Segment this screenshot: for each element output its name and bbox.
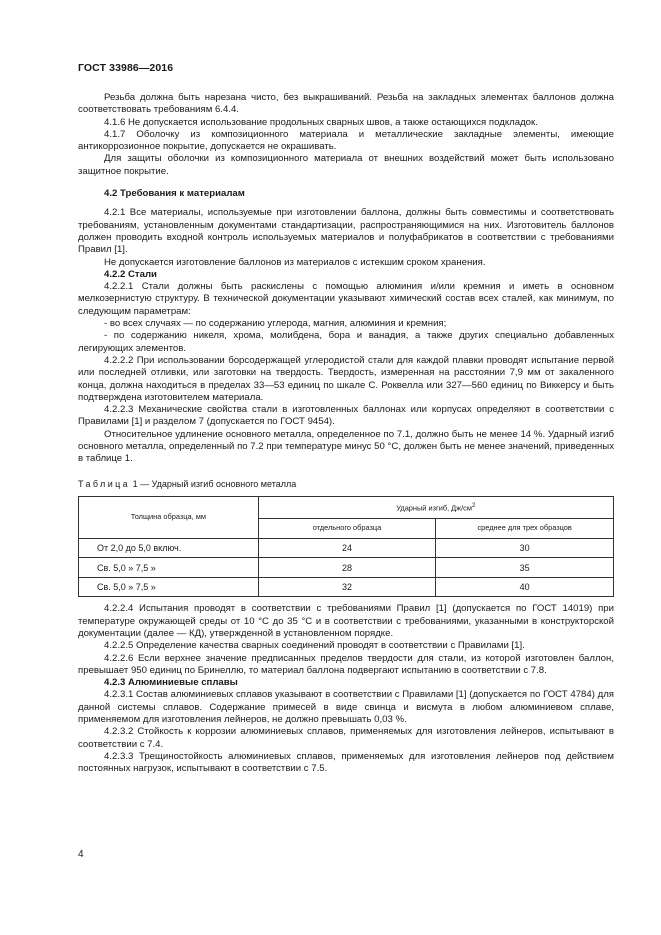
impact-bending-table	[78, 496, 614, 598]
table-cell-single: 32	[258, 577, 436, 597]
table-row	[79, 577, 614, 597]
section-heading-4-2-2: 4.2.2 Стали	[104, 268, 157, 280]
paragraph: 4.2.3.2 Стойкость к коррозии алюминиевых сплавов, применяемых для изготовления лейнеров, испытывают в соответствии с 7.4.	[78, 726, 614, 750]
table-header-single: отдельного образца	[258, 518, 436, 538]
document-body	[78, 92, 614, 776]
table-header-impact-label: Ударный изгиб, Дж/см	[396, 503, 472, 513]
paragraph: 4.2.2.4 Испытания проводят в соответствии с требованиями Правил [1] (допускается по ГОСТ 14019) при температуре окружающей среды от 10 °С до 35 °С и в соответствии с требованиями, указанными в конструкторской документации (далее — КД), утвержденной в установленном порядке.	[78, 603, 614, 639]
table-cell-average: 30	[436, 538, 614, 558]
table-cell-thickness: Св. 5,0 » 7,5 »	[79, 558, 259, 578]
table-caption-word: Таблица	[78, 478, 131, 489]
section-heading-4-2-3: 4.2.3 Алюминиевые сплавы	[104, 677, 238, 689]
table-cell-average: 40	[436, 577, 614, 597]
paragraph: Для защиты оболочки из композиционного материала от внешних воздействий может быть использовано защитное покрытие.	[78, 153, 614, 177]
table-header-average: среднее для трех образцов	[436, 518, 614, 538]
paragraph: Относительное удлинение основного металла, определенное по 7.1, должно быть не менее 14 %. Ударный изгиб основного металла, определенный по 7.2 при температуре минус 50 °С, должен быть не менее значений, приведенных в таблице 1.	[78, 428, 614, 465]
table-header-impact-sup: 2	[471, 502, 476, 510]
table-caption	[78, 478, 614, 490]
paragraph: 4.2.3.3 Трещиностойкость алюминиевых сплавов, применяемых для изготовления лейнеров под действием постоянных нагрузок, испытывают в соответствии с 7.5.	[78, 750, 614, 775]
paragraph: 4.2.2.2 При использовании борсодержащей углеродистой стали для каждой плавки проводят испытание первой или последней отливки, или заготовки на твердость. Твердость, измеренная на расстоянии 7,9 мм от закаленного конца, должна находиться в пределах 33—53 единиц по шкале С. Роквелла или 327—560 единиц по Виккерсу и быть подтверждена изготовителем материала.	[78, 354, 614, 403]
paragraph: 4.2.1 Все материалы, используемые при изготовлении баллона, должны быть совместимы и соответствовать требованиям, установленным документами стандартизации, распространяющимися на них. Изготовитель баллонов должен проводить входной контроль используемых материалов и полуфабрикатов в соответствии с требованиями Правил [1].	[78, 207, 614, 256]
paragraph: 4.1.7 Оболочку из композиционного материала и металлические закладные элементы, имеющие антикоррозионное покрытие, допускается не окрашивать.	[78, 128, 614, 153]
paragraph: 4.2.2.1 Стали должны быть раскислены с помощью алюминия и/или кремния и иметь в основном мелкозернистую структуру. В технической документации указывают химический состав всех сталей, как минимум, по следующим параметрам:	[78, 281, 614, 317]
table-cell-single: 24	[258, 538, 436, 558]
paragraph: 4.2.2.5 Определение качества сварных соединений проводят в соответствии с Правилами [1].	[104, 640, 525, 652]
paragraph: 4.2.2.3 Механические свойства стали в изготовленных баллонах или корпусах определяют в соответствии с Правилами [1] и разделом 7 (допускается по ГОСТ 9454).	[78, 404, 614, 428]
paragraph: Не допускается изготовление баллонов из материалов с истекшим сроком хранения.	[104, 256, 486, 268]
table-caption-title: 1 — Ударный изгиб основного металла	[132, 478, 297, 489]
table-row	[79, 558, 614, 578]
list-item: - по содержанию никеля, хрома, молибдена, бора и ванадия, а также других специально добавленных легирующих элементов.	[78, 330, 614, 354]
document-header: ГОСТ 33986—2016	[78, 62, 174, 74]
table-cell-single: 28	[258, 558, 436, 578]
page-number: 4	[78, 849, 84, 860]
table-row	[79, 538, 614, 558]
table-cell-average: 35	[436, 558, 614, 578]
table-header-thickness: Толщина образца, мм	[79, 496, 259, 538]
table-cell-thickness: От 2,0 до 5,0 включ.	[79, 538, 259, 558]
paragraph: Резьба должна быть нарезана чисто, без выкрашиваний. Резьба на закладных элементах баллонов должна соответствовать требованиям 6.4.4.	[78, 92, 614, 116]
paragraph: 4.2.2.6 Если верхнее значение предписанных пределов твердости для стали, из которой изготовлен баллон, превышает 950 единиц по Бринеллю, то материал баллона подвергают испытанию в соответствии с 7.8.	[78, 652, 614, 676]
paragraph: 4.1.6 Не допускается использование продольных сварных швов, а также остающихся подкладок.	[104, 116, 538, 128]
list-item: - во всех случаях — по содержанию углерода, магния, алюминия и кремния;	[104, 318, 447, 330]
paragraph: 4.2.3.1 Состав алюминиевых сплавов указывают в соответствии с Правилами [1] (допускается по ГОСТ 4784) для данной системы сплавов. Содержание примесей в виде свинца и висмута в любом алюминиевом сплаве, применяемом для изготовления лейнеров, не должно превышать 0,03 %.	[78, 689, 614, 726]
section-heading-4-2: 4.2 Требования к материалам	[104, 188, 245, 200]
table-cell-thickness: Св. 5,0 » 7,5 »	[79, 577, 259, 597]
table-header-impact	[258, 496, 613, 518]
